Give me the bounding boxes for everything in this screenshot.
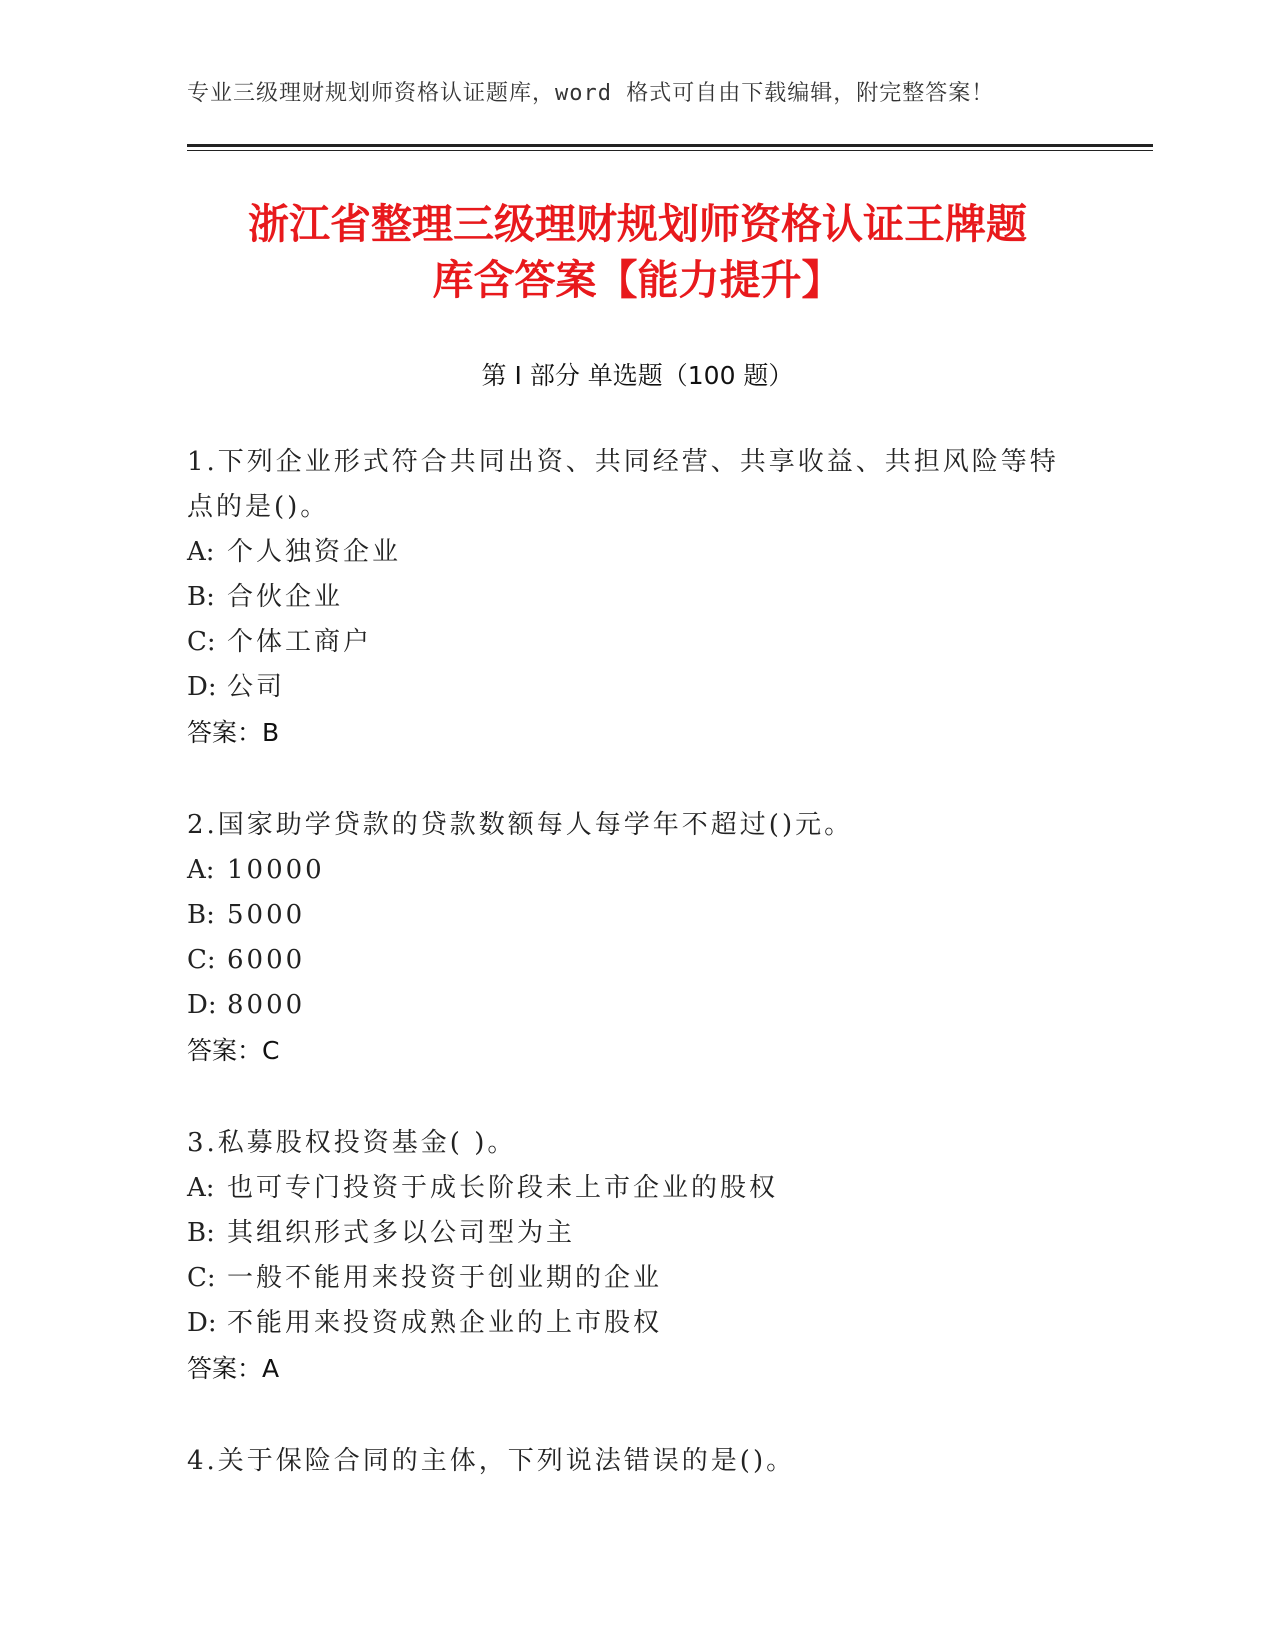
option-letter: A: [187,855,215,885]
option-letter: D: [187,990,217,1020]
answer-line: 答案：B [187,718,280,747]
question-stem: 1.下列企业形式符合共同出资、共同经营、共享收益、共担风险等特点的是()。 [187,447,1059,522]
option-letter: C: [187,945,216,975]
option-text: 一般不能用来投资于创业期的企业 [227,1263,663,1293]
document-title-line-1: 浙江省整理三级理财规划师资格认证王牌题 [248,200,1027,248]
header-divider-thick [187,144,1153,147]
option-text: 个体工商户 [227,627,373,657]
option-letter: B: [187,900,215,930]
option-letter: B: [187,582,215,612]
question-stem: 2.国家助学贷款的贷款数额每人每学年不超过()元。 [187,810,854,840]
option-text: 5000 [227,900,306,930]
option-d [187,665,1067,710]
question-2 [187,803,1067,1073]
option-text: 合伙企业 [227,582,344,612]
option-text: 6000 [227,945,306,975]
option-letter: A: [187,1173,215,1203]
answer-line: 答案：C [187,1036,280,1065]
option-letter: D: [187,672,217,702]
option-letter: C: [187,627,216,657]
option-a [187,530,1067,575]
option-a [187,848,1067,893]
header-divider-thin [187,150,1153,151]
option-text: 不能用来投资成熟企业的上市股权 [227,1308,663,1338]
document-title-line-2: 库含答案【能力提升】 [432,256,843,304]
option-d [187,1301,1067,1346]
question-stem: 3.私募股权投资基金( )。 [187,1128,517,1158]
header-note: 专业三级理财规划师资格认证题库，word 格式可自由下载编辑，附完整答案！ [187,81,995,106]
question-list [187,440,1067,1532]
option-a [187,1166,1067,1211]
option-c [187,938,1067,983]
document-title [150,196,1125,308]
option-b [187,893,1067,938]
option-letter: D: [187,1308,217,1338]
question-1 [187,440,1067,755]
option-letter: A: [187,537,215,567]
answer-line: 答案：A [187,1354,280,1383]
option-text: 其组织形式多以公司型为主 [227,1218,576,1248]
option-letter: C: [187,1263,216,1293]
question-4 [187,1439,1067,1484]
option-text: 个人独资企业 [227,537,402,567]
option-text: 8000 [227,990,306,1020]
option-letter: B: [187,1218,215,1248]
question-3 [187,1121,1067,1391]
question-stem: 4.关于保险合同的主体，下列说法错误的是()。 [187,1446,796,1476]
option-b [187,575,1067,620]
option-text: 10000 [227,855,325,885]
option-c [187,1256,1067,1301]
option-text: 也可专门投资于成长阶段未上市企业的股权 [227,1173,779,1203]
section-heading: 第 I 部分 单选题（100 题） [481,361,794,390]
option-text: 公司 [227,672,286,702]
option-c [187,620,1067,665]
option-b [187,1211,1067,1256]
option-d [187,983,1067,1028]
